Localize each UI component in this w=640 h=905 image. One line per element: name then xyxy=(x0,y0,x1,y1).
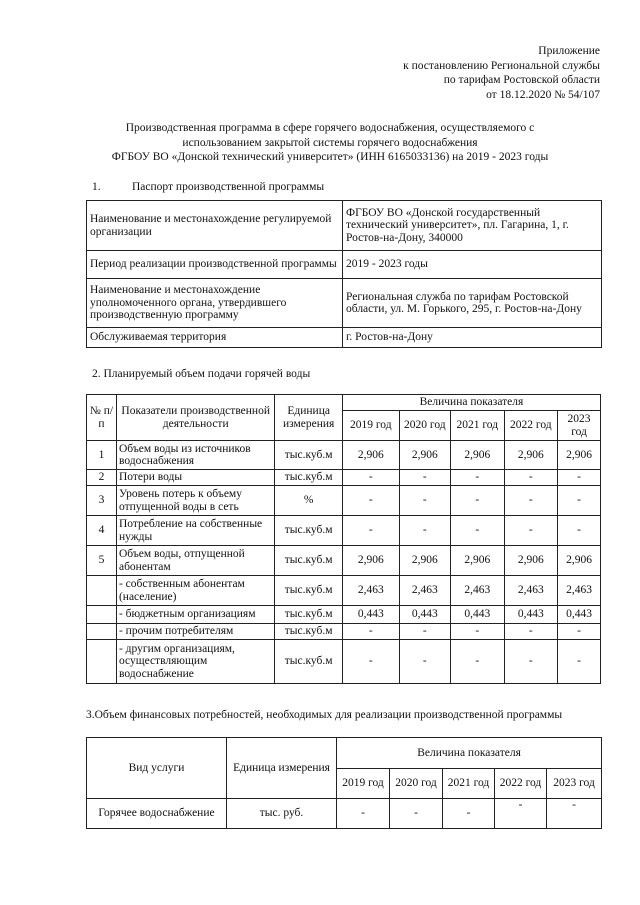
row-indicator: Объем воды из источников водоснабжения xyxy=(116,441,274,470)
col-service-header: Вид услуги xyxy=(87,738,227,799)
row-value: 0,443 xyxy=(399,606,450,624)
row-num: 5 xyxy=(87,546,117,576)
row-value: - xyxy=(558,470,601,486)
table-row xyxy=(87,516,601,546)
row-indicator: - собственным абонентам (население) xyxy=(116,576,274,606)
passport-table xyxy=(86,200,602,348)
row-value: 0,443 xyxy=(451,606,505,624)
row-num: 4 xyxy=(87,516,117,546)
row-value: - xyxy=(399,486,450,516)
year-header: 2022 год xyxy=(495,769,547,799)
title-line: использованием закрытой системы горячего водоснабжения xyxy=(182,136,478,149)
row-value: 2,906 xyxy=(558,546,601,576)
section1-heading xyxy=(92,181,324,193)
row-value: - xyxy=(504,516,558,546)
title-line: ФГБОУ ВО «Донской технический университет» (ИНН 6165033136) на 2019 - 2023 годы xyxy=(111,151,549,163)
document-title xyxy=(60,121,600,165)
table-row xyxy=(87,546,601,576)
row-value: 2,463 xyxy=(399,576,450,606)
row-num xyxy=(87,624,117,640)
appendix-line: к постановлению Региональной службы xyxy=(403,59,600,72)
row-indicator: - прочим потребителям xyxy=(116,624,274,640)
row-value: 2,463 xyxy=(342,576,399,606)
row-value: - xyxy=(342,470,399,486)
row-num xyxy=(87,576,117,606)
row-value: - xyxy=(399,516,450,546)
year-header: 2021 год xyxy=(451,411,505,441)
table-row xyxy=(87,441,601,470)
row-value: 2,906 xyxy=(342,441,399,470)
appendix-header xyxy=(403,44,600,102)
row-value: - xyxy=(337,799,390,829)
row-value: 2,906 xyxy=(342,546,399,576)
section3-heading: 3.Объем финансовых потребностей, необходимых для реализации производственной программы xyxy=(86,709,563,721)
row-unit: тыс.куб.м xyxy=(275,546,342,576)
year-header: 2020 год xyxy=(390,769,443,799)
appendix-line: по тарифам Ростовской области xyxy=(443,74,600,86)
row-value: 2,463 xyxy=(558,576,601,606)
row-value: - xyxy=(342,486,399,516)
year-header: 2019 год xyxy=(342,411,399,441)
row-value: - xyxy=(504,470,558,486)
row-value: - xyxy=(504,486,558,516)
row-value: - xyxy=(558,486,601,516)
row-indicator: Потребление на собственные нужды xyxy=(116,516,274,546)
year-header: 2023 год xyxy=(547,769,602,799)
row-value: - xyxy=(451,470,505,486)
row-value: - xyxy=(547,799,602,829)
passport-value: 2019 - 2023 годы xyxy=(343,251,602,279)
appendix-line: Приложение xyxy=(538,45,600,57)
water-volume-table xyxy=(86,394,601,684)
title-line: Производственная программа в сфере горячего водоснабжения, осуществляемого с xyxy=(125,122,535,134)
row-unit: тыс.куб.м xyxy=(275,441,342,470)
row-value: - xyxy=(495,799,547,829)
passport-row xyxy=(87,251,602,279)
year-header: 2023 год xyxy=(558,411,601,441)
row-num: 2 xyxy=(87,470,117,486)
row-value: - xyxy=(342,624,399,640)
passport-value: Региональная служба по тарифам Ростовской области, ул. М. Горького, 295, г. Ростов-на-Дону xyxy=(343,279,602,328)
row-value: 2,906 xyxy=(558,441,601,470)
row-value: 2,906 xyxy=(399,441,450,470)
passport-label: Наименование и местонахождение регулируемой организации xyxy=(87,201,343,251)
table-row xyxy=(87,576,601,606)
table-row xyxy=(87,486,601,516)
row-value: 2,906 xyxy=(451,546,505,576)
row-value: 2,463 xyxy=(451,576,505,606)
table-row xyxy=(87,799,602,829)
row-value: - xyxy=(451,624,505,640)
year-header: 2020 год xyxy=(399,411,450,441)
row-value: - xyxy=(558,640,601,684)
row-value: - xyxy=(451,486,505,516)
section2-heading: 2. Планируемый объем подачи горячей воды xyxy=(92,368,311,380)
row-unit: % xyxy=(275,486,342,516)
row-unit: тыс.куб.м xyxy=(275,640,342,684)
passport-label: Наименование и местонахождение уполномоченного органа, утвердившего производственную программу xyxy=(87,279,343,328)
row-value: 2,906 xyxy=(504,546,558,576)
passport-value: ФГБОУ ВО «Донской государственный технический университет», пл. Гагарина, 1, г. Ростов-на-Дону, 340000 xyxy=(343,201,602,251)
col-value-header: Величина показателя xyxy=(337,738,602,769)
row-num xyxy=(87,640,117,684)
appendix-line: от 18.12.2020 № 54/107 xyxy=(486,88,600,101)
col-indicator-header: Показатели производственной деятельности xyxy=(116,395,274,441)
row-indicator: Потери воды xyxy=(116,470,274,486)
passport-label: Период реализации производственной программы xyxy=(87,251,343,279)
row-unit: тыс.куб.м xyxy=(275,576,342,606)
row-num: 1 xyxy=(87,441,117,470)
row-value: 2,463 xyxy=(504,576,558,606)
row-value: - xyxy=(451,640,505,684)
table-row xyxy=(87,640,601,684)
row-unit: тыс. руб. xyxy=(227,799,337,829)
row-value: 0,443 xyxy=(342,606,399,624)
table-row xyxy=(87,470,601,486)
financial-needs-table xyxy=(86,737,602,829)
section1-title: Паспорт производственной программы xyxy=(132,181,325,193)
row-value: - xyxy=(558,624,601,640)
row-service: Горячее водоснабжение xyxy=(87,799,227,829)
passport-row xyxy=(87,328,602,348)
col-unit-header: Единица измерения xyxy=(227,738,337,799)
row-value: 2,906 xyxy=(451,441,505,470)
row-value: - xyxy=(443,799,495,829)
row-value: 2,906 xyxy=(504,441,558,470)
row-value: 2,906 xyxy=(399,546,450,576)
row-indicator: - бюджетным организациям xyxy=(116,606,274,624)
col-num-header: № п/п xyxy=(87,395,117,441)
section1-number: 1. xyxy=(92,181,101,193)
passport-row xyxy=(87,279,602,328)
row-value: 0,443 xyxy=(558,606,601,624)
row-value: - xyxy=(390,799,443,829)
passport-label: Обслуживаемая территория xyxy=(87,328,343,348)
header-row xyxy=(87,738,602,769)
row-indicator: Объем воды, отпущенной абонентам xyxy=(116,546,274,576)
col-unit-header: Единица измерения xyxy=(275,395,342,441)
row-num xyxy=(87,606,117,624)
row-unit: тыс.куб.м xyxy=(275,606,342,624)
row-value: - xyxy=(399,470,450,486)
passport-value: г. Ростов-на-Дону xyxy=(343,328,602,348)
passport-row xyxy=(87,201,602,251)
row-indicator: - другим организациям, осуществляющим водоснабжение xyxy=(116,640,274,684)
row-value: - xyxy=(558,516,601,546)
table-row xyxy=(87,606,601,624)
header-row xyxy=(87,395,601,411)
row-value: - xyxy=(342,516,399,546)
row-value: - xyxy=(504,640,558,684)
row-unit: тыс.куб.м xyxy=(275,516,342,546)
row-value: - xyxy=(342,640,399,684)
row-unit: тыс.куб.м xyxy=(275,624,342,640)
table-row xyxy=(87,624,601,640)
row-value: - xyxy=(504,624,558,640)
row-value: - xyxy=(399,624,450,640)
year-header: 2019 год xyxy=(337,769,390,799)
year-header: 2022 год xyxy=(504,411,558,441)
row-value: 0,443 xyxy=(504,606,558,624)
year-header: 2021 год xyxy=(443,769,495,799)
row-unit: тыс.куб.м xyxy=(275,470,342,486)
row-num: 3 xyxy=(87,486,117,516)
row-indicator: Уровень потерь к объему отпущенной воды в сеть xyxy=(116,486,274,516)
col-value-header: Величина показателя xyxy=(342,395,600,411)
row-value: - xyxy=(399,640,450,684)
row-value: - xyxy=(451,516,505,546)
